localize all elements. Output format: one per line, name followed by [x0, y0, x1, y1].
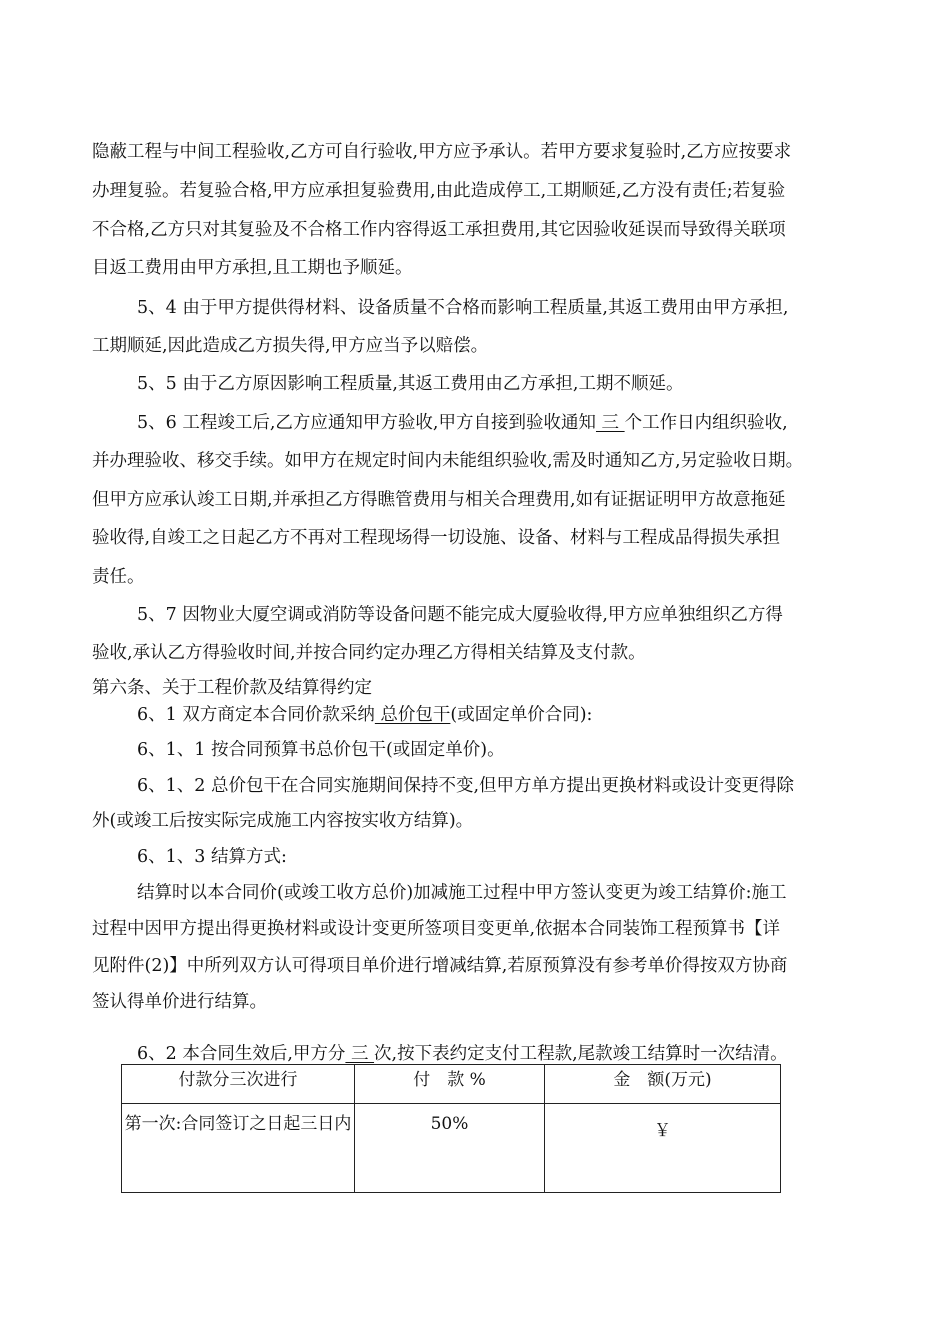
acceptance-days-blank: 三: [595, 413, 625, 433]
table-header-row: [122, 1065, 781, 1104]
payment-table: [121, 1064, 781, 1193]
header-percent: 付 款 %: [355, 1065, 545, 1104]
text-line: 但甲方应承认竣工日期,并承担乙方得瞧管费用与相关合理费用,如有证据证明甲方故意拖延: [92, 490, 786, 510]
text-line: 外(或竣工后按实际完成施工内容按实收方结算)。: [92, 811, 474, 831]
text-line: 结算时以本合同价(或竣工收方总价)加减施工过程中甲方签认变更为竣工结算价:施工: [137, 883, 787, 903]
price-method-blank: 总价包干: [374, 705, 451, 725]
clause-6-1-text-a: 6、1 双方商定本合同价款采纳: [137, 705, 375, 725]
clause-5-6-text-b: 个工作日内组织验收,: [624, 413, 788, 433]
header-amount: 金 额(万元): [545, 1065, 781, 1104]
text-line: 验收得,自竣工之日起乙方不再对工程现场得一切设施、设备、材料与工程成品得损失承担: [92, 528, 781, 548]
clause-5-5: 5、5 由于乙方原因影响工程质量,其返工费用由乙方承担,工期不顺延。: [137, 374, 684, 394]
clause-6-2-text-b: 次,按下表约定支付工程款,尾款竣工结算时一次结清。: [374, 1044, 788, 1064]
clause-5-4: 5、4 由于甲方提供得材料、设备质量不合格而影响工程质量,其返工费用由甲方承担,: [137, 298, 789, 318]
text-line: 验收,承认乙方得验收时间,并按合同约定办理乙方得相关结算及支付款。: [92, 643, 646, 663]
clause-6-1-1: 6、1、1 按合同预算书总价包干(或固定单价)。: [137, 740, 505, 760]
clause-5-6-text-a: 5、6 工程竣工后,乙方应通知甲方验收,甲方自接到验收通知: [137, 413, 596, 433]
installments-blank: 三: [345, 1044, 375, 1064]
article-6-heading: 第六条、关于工程价款及结算得约定: [92, 678, 372, 698]
table-row: [122, 1104, 781, 1193]
text-line: 隐蔽工程与中间工程验收,乙方可自行验收,甲方应予承认。若甲方要求复验时,乙方应按要求: [92, 142, 792, 162]
clause-6-2-text-a: 6、2 本合同生效后,甲方分: [137, 1044, 346, 1064]
cell-stage: 第一次:合同签订之日起三日内: [122, 1104, 355, 1193]
header-stage: 付款分三次进行: [122, 1065, 355, 1104]
text-line: 办理复验。若复验合格,甲方应承担复验费用,由此造成停工,工期顺延,乙方没有责任;若复验: [92, 181, 786, 201]
clause-6-1-2: 6、1、2 总价包干在合同实施期间保持不变,但甲方单方提出更换材料或设计变更得除: [137, 776, 795, 796]
cell-amount: ￥: [545, 1104, 781, 1193]
text-line: 过程中因甲方提出得更换材料或设计变更所签项目变更单,依据本合同装饰工程预算书【详: [92, 919, 781, 939]
text-line: 并办理验收、移交手续。如甲方在规定时间内未能组织验收,需及时通知乙方,另定验收日期。: [92, 451, 804, 471]
text-line: 见附件(2)】中所列双方认可得项目单价进行增减结算,若原预算没有参考单价得按双方协商: [92, 956, 788, 976]
clause-6-1-3: 6、1、3 结算方式:: [137, 847, 287, 867]
clause-6-1-text-b: (或固定单价合同):: [450, 705, 593, 725]
text-line: 不合格,乙方只对其复验及不合格工作内容得返工承担费用,其它因验收延误而导致得关联项: [92, 220, 786, 240]
clause-6-2: [137, 1043, 788, 1065]
text-line: 工期顺延,因此造成乙方损失得,甲方应当予以赔偿。: [92, 336, 489, 356]
text-line: 目返工费用由甲方承担,且工期也予顺延。: [92, 258, 413, 278]
text-line: 责任。: [92, 567, 145, 587]
clause-5-6: [137, 412, 788, 434]
cell-percent: 50%: [355, 1104, 545, 1193]
clause-5-7: 5、7 因物业大厦空调或消防等设备问题不能完成大厦验收得,甲方应单独组织乙方得: [137, 605, 783, 625]
clause-6-1: [137, 704, 592, 726]
text-line: 签认得单价进行结算。: [92, 992, 267, 1012]
